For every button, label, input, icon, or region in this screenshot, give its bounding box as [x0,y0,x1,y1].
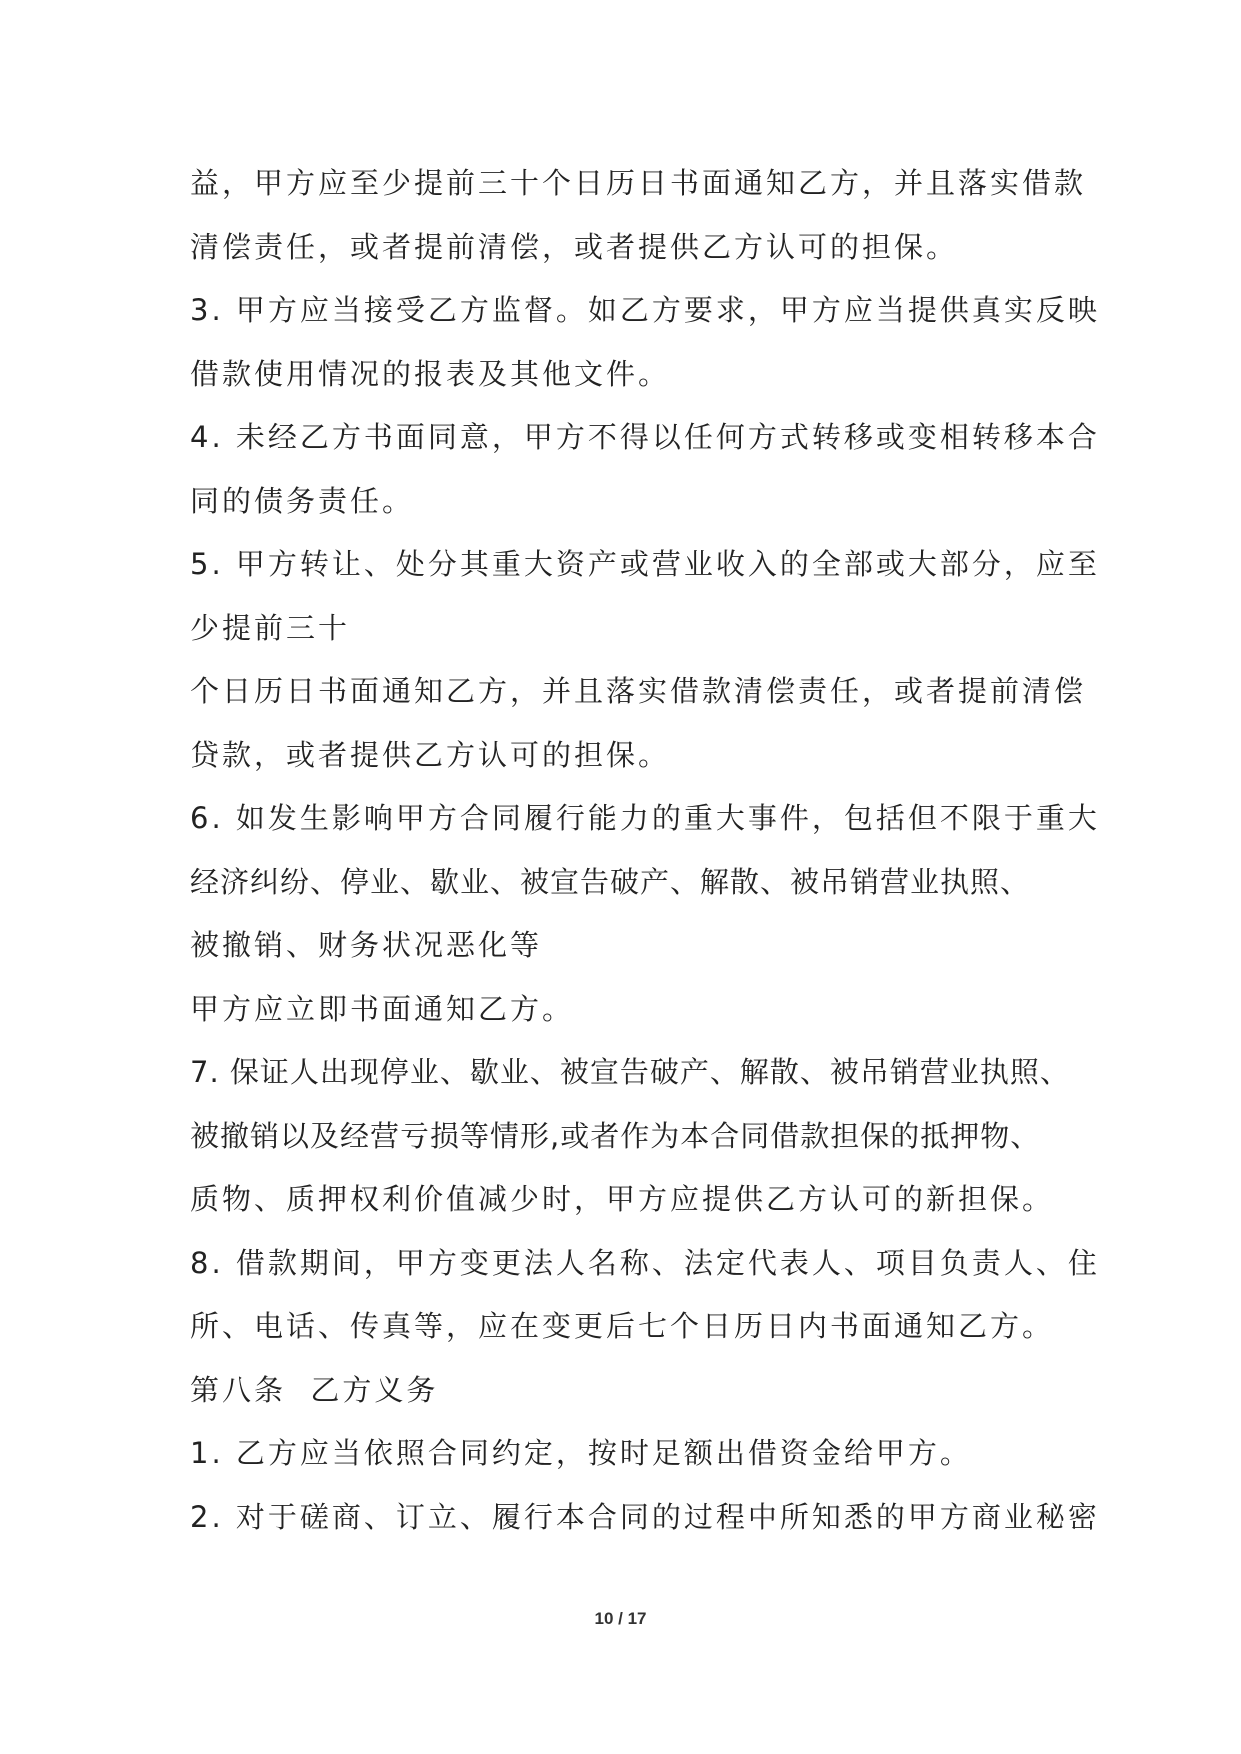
text-line: 贷款，或者提供乙方认可的担保。 [190,737,671,772]
text-line: 经济纠纷、停业、歇业、被宣告破产、解散、被吊销营业执照、 [190,864,1031,899]
text-line: 7. 保证人出现停业、歇业、被宣告破产、解散、被吊销营业执照、 [190,1055,1070,1089]
text-line: 益，甲方应至少提前三十个日历日书面通知乙方，并且落实借款 [190,166,1087,200]
text-line: 个日历日书面通知乙方，并且落实借款清偿责任，或者提前清偿 [190,674,1087,708]
text-line: 甲方应立即书面通知乙方。 [190,991,575,1026]
text-line: 被撤销、财务状况恶化等 [190,928,543,962]
text-line: 所、电话、传真等，应在变更后七个日历日内书面通知乙方。 [190,1309,1055,1343]
text-line: 6. 如发生影响甲方合同履行能力的重大事件，包括但不限于重大 [190,801,1100,835]
text-line: 被撤销以及经营亏损等情形,或者作为本合同借款担保的抵押物、 [190,1118,1041,1153]
text-line: 4. 未经乙方书面同意，甲方不得以任何方式转移或变相转移本合 [190,420,1100,454]
text-line: 8. 借款期间，甲方变更法人名称、法定代表人、项目负责人、住 [190,1245,1100,1280]
text-line: 2. 对于磋商、订立、履行本合同的过程中所知悉的甲方商业秘密 [190,1499,1100,1534]
text-line: 1. 乙方应当依照合同约定，按时足额出借资金给甲方。 [190,1436,972,1470]
section-heading: 第八条 乙方义务 [190,1372,439,1407]
text-line: 少提前三十 [190,610,351,645]
text-line: 质物、质押权利价值减少时，甲方应提供乙方认可的新担保。 [190,1182,1055,1216]
text-line: 5. 甲方转让、处分其重大资产或营业收入的全部或大部分，应至 [190,547,1100,581]
text-line: 借款使用情况的报表及其他文件。 [190,356,671,391]
page-number: 10 / 17 [594,1609,647,1628]
document-body [190,158,1100,1555]
text-line: 同的债务责任。 [190,483,415,518]
text-line: 3. 甲方应当接受乙方监督。如乙方要求，甲方应当提供真实反映 [190,293,1100,327]
text-line: 清偿责任，或者提前清偿，或者提供乙方认可的担保。 [190,229,959,264]
